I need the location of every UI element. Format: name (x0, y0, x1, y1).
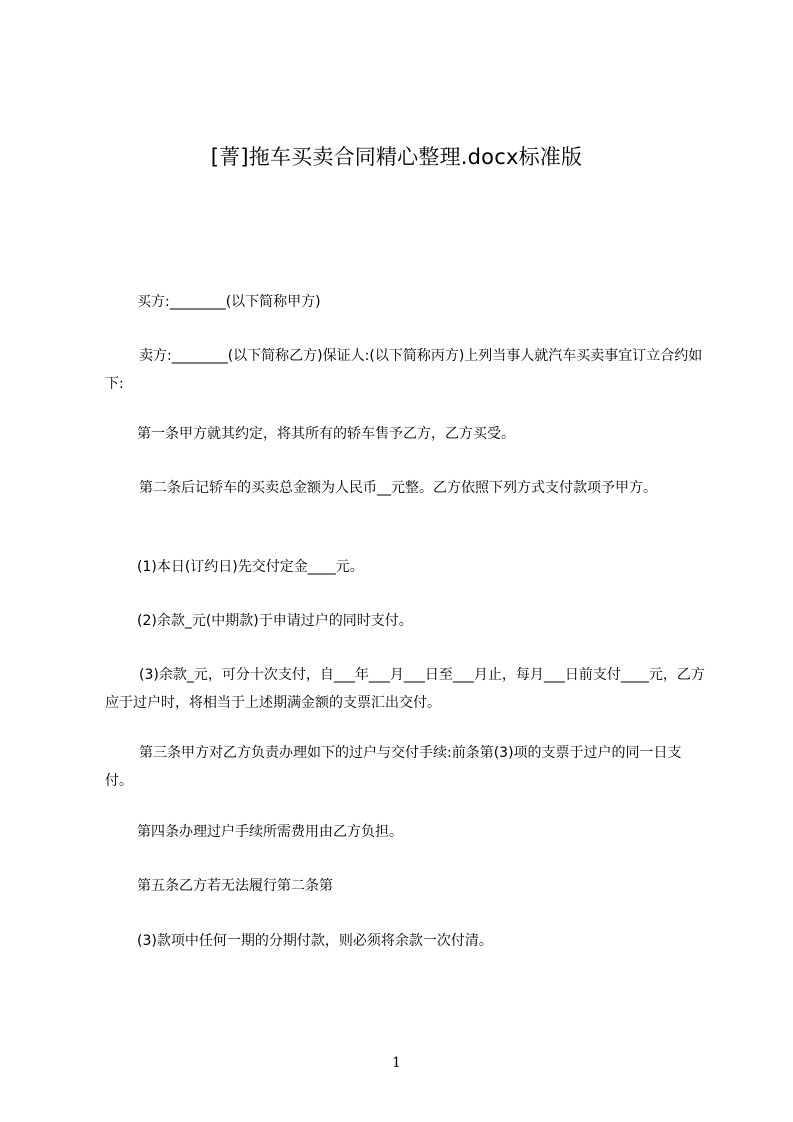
paragraph-article-5-continued: (3)款项中任何一期的分期付款，则必须将余款一次付清。 (137, 933, 493, 949)
paragraph-article-3: 第三条甲方对乙方负责办理如下的过户与交付手续:前条第(3)项的支票于过户的同一日支付。 (105, 745, 682, 789)
paragraph-buyer: 买方:________(以下简称甲方) (137, 294, 321, 310)
paragraph-item-1: (1)本日(订约日)先交付定金____元。 (137, 559, 364, 575)
paragraph-article-5: 第五条乙方若无法履行第二条第 (137, 878, 333, 894)
paragraph-seller: 卖方:________(以下简称乙方)保证人:(以下简称丙方)上列当事人就汽车买卖事宜订立合约如下: (105, 348, 703, 392)
paragraph-item-3: (3)余款_元，可分十次支付，自___年___月___日至___月止，每月___日前支付____元，乙方应于过户时，将相当于上述期满金额的支票汇出交付。 (105, 667, 705, 711)
paragraph-article-1: 第一条甲方就其约定，将其所有的轿车售予乙方，乙方买受。 (137, 426, 515, 442)
document-title: [菁]拖车买卖合同精心整理.docx标准版 (210, 145, 583, 169)
paragraph-article-2: 第二条后记轿车的买卖总金额为人民币__元整。乙方依照下列方式支付款项予甲方。 (139, 480, 657, 496)
page-number: 1 (392, 1055, 401, 1071)
paragraph-article-4: 第四条办理过户手续所需费用由乙方负担。 (137, 824, 403, 840)
paragraph-item-2: (2)余款_元(中期款)于申请过户的同时支付。 (137, 613, 413, 629)
